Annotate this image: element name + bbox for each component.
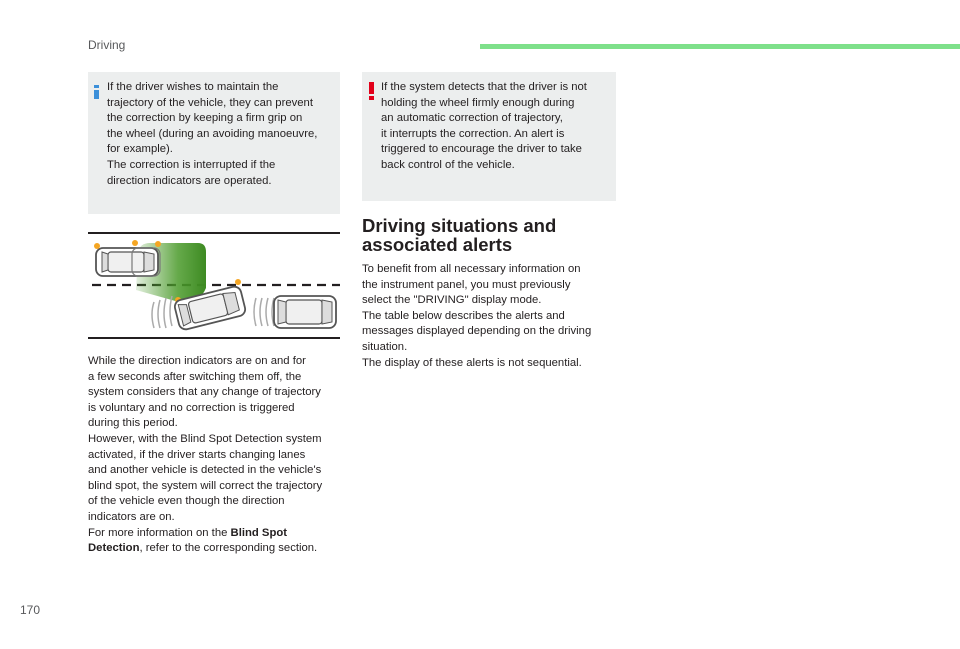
section-title <box>362 216 622 254</box>
reference-prefix: For more information on the <box>88 526 231 539</box>
warning-line: holding the wheel firmly enough during <box>381 96 575 109</box>
body-line: The table below describes the alerts and <box>362 309 565 322</box>
body-line: select the "DRIVING" display mode. <box>362 294 542 307</box>
info-note-text <box>107 80 334 189</box>
info-line: the correction by keeping a firm grip on <box>107 112 303 125</box>
body-line: blind spot, the system will correct the trajectory <box>88 479 323 492</box>
warning-line: an automatic correction of trajectory, <box>381 112 563 125</box>
body-line: To benefit from all necessary information on <box>362 263 581 275</box>
detected-vehicle <box>96 248 158 276</box>
reference-suffix: , refer to the corresponding section. <box>139 542 318 555</box>
warning-line: back control of the vehicle. <box>381 158 515 171</box>
info-icon <box>94 85 99 99</box>
info-line: for example). <box>107 143 173 156</box>
body-line: However, with the Blind Spot Detection system <box>88 432 322 445</box>
section-label: Driving <box>88 38 126 52</box>
body-line: the instrument panel, you must previously <box>362 278 571 291</box>
lane-change-illustration <box>88 230 340 340</box>
body-line: indicators are on. <box>88 510 175 523</box>
corrected-vehicle <box>274 296 336 328</box>
info-note <box>88 72 340 214</box>
body-line: While the direction indicators are on and for <box>88 355 306 367</box>
info-line: the wheel (during an avoiding manoeuvre, <box>107 127 318 140</box>
body-line: during this period. <box>88 417 178 430</box>
warning-line: triggered to encourage the driver to take <box>381 143 582 156</box>
section-title-line1: Driving situations and <box>362 215 557 236</box>
reference-line <box>88 541 343 557</box>
page-number: 170 <box>20 603 41 617</box>
body-line: system considers that any change of trajectory <box>88 386 321 399</box>
section-title-line2: associated alerts <box>362 234 513 255</box>
body-line: situation. <box>362 340 408 353</box>
info-line: direction indicators are operated. <box>107 174 272 187</box>
info-line: The correction is interrupted if the <box>107 158 276 171</box>
info-line: trajectory of the vehicle, they can prevent <box>107 96 313 109</box>
section-color-bar <box>480 44 960 49</box>
reference-term-part2: Detection <box>88 542 140 555</box>
body-line: a few seconds after switching them off, the <box>88 370 302 383</box>
warning-note <box>362 72 616 201</box>
body-line: messages displayed depending on the driving <box>362 325 592 338</box>
reference-line <box>88 526 343 542</box>
body-line: is voluntary and no correction is triggered <box>88 401 295 414</box>
warning-icon <box>369 82 374 100</box>
warning-note-text <box>381 80 610 174</box>
warning-line: If the system detects that the driver is not <box>381 81 587 93</box>
left-body-text <box>88 354 343 557</box>
section-body-text <box>362 262 612 371</box>
body-line: of the vehicle even though the direction <box>88 495 285 508</box>
body-line: and another vehicle is detected in the vehicle's <box>88 464 322 477</box>
body-line: The display of these alerts is not sequential. <box>362 356 582 369</box>
body-line: activated, if the driver starts changing lanes <box>88 448 306 461</box>
warning-line: it interrupts the correction. An alert is <box>381 127 565 140</box>
reference-term-part1: Blind Spot <box>230 526 288 539</box>
info-line: If the driver wishes to maintain the <box>107 81 279 93</box>
